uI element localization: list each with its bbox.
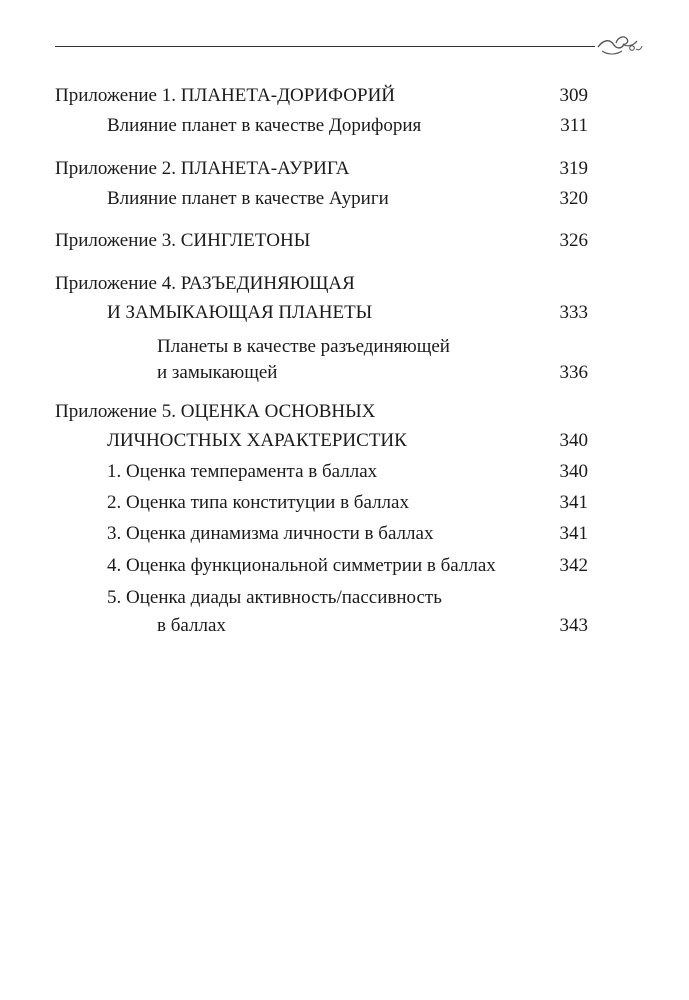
toc-appendix-5-title-line-2[interactable]: ЛИЧНОСТНЫХ ХАРАКТЕРИСТИК — [107, 430, 407, 451]
toc-appendix-5-item-5-title-line-1[interactable]: 5. Оценка диады активность/пассивность — [107, 587, 442, 608]
toc-appendix-1-title[interactable]: Приложение 1. ПЛАНЕТА-ДОРИФОРИЙ — [55, 85, 396, 106]
toc-appendix-5-item-3-page: 341 — [559, 523, 588, 544]
toc-appendix-4-sub-1-page: 336 — [559, 362, 588, 383]
toc-appendix-5-item-4-title[interactable]: 4. Оценка функциональной симметрии в баллах — [107, 555, 496, 576]
floral-ornament-icon — [596, 33, 644, 59]
toc-appendix-2-sub-1-title[interactable]: Влияние планет в качестве Ауриги — [107, 188, 389, 209]
toc-appendix-4-title-line-2[interactable]: И ЗАМЫКАЮЩАЯ ПЛАНЕТЫ — [107, 302, 373, 323]
toc-appendix-5-item-5-title-line-2[interactable]: в баллах — [157, 615, 226, 636]
header-rule — [55, 46, 595, 47]
toc-appendix-5-item-2-page: 341 — [559, 492, 588, 513]
toc-appendix-5-item-3-title[interactable]: 3. Оценка динамизма личности в баллах — [107, 523, 434, 544]
toc-appendix-4-sub-1-title-line-1[interactable]: Планеты в качестве разъединяющей — [157, 336, 450, 357]
toc-appendix-2-title[interactable]: Приложение 2. ПЛАНЕТА-АУРИГА — [55, 158, 350, 179]
toc-appendix-5-item-1-title[interactable]: 1. Оценка темперамента в баллах — [107, 461, 378, 482]
toc-appendix-4-sub-1-title-line-2[interactable]: и замыкающей — [157, 362, 278, 383]
toc-appendix-4-page: 333 — [559, 302, 588, 323]
toc-appendix-2-page: 319 — [559, 158, 588, 179]
toc-appendix-1-sub-1-page: 311 — [560, 115, 588, 136]
toc-appendix-5-item-4-page: 342 — [559, 555, 588, 576]
toc-appendix-3-page: 326 — [559, 230, 588, 251]
toc-appendix-3-title[interactable]: Приложение 3. СИНГЛЕТОНЫ — [55, 230, 311, 251]
toc-appendix-5-item-2-title[interactable]: 2. Оценка типа конституции в баллах — [107, 492, 409, 513]
toc-appendix-5-item-1-page: 340 — [559, 461, 588, 482]
toc-appendix-1-page: 309 — [559, 85, 588, 106]
toc-appendix-5-item-5-page: 343 — [559, 615, 588, 636]
toc-appendix-2-sub-1-page: 320 — [559, 188, 588, 209]
toc-appendix-5-title-line-1[interactable]: Приложение 5. ОЦЕНКА ОСНОВНЫХ — [55, 401, 376, 422]
toc-appendix-5-page: 340 — [559, 430, 588, 451]
toc-appendix-4-title-line-1[interactable]: Приложение 4. РАЗЪЕДИНЯЮЩАЯ — [55, 273, 355, 294]
toc-appendix-1-sub-1-title[interactable]: Влияние планет в качестве Дорифория — [107, 115, 422, 136]
